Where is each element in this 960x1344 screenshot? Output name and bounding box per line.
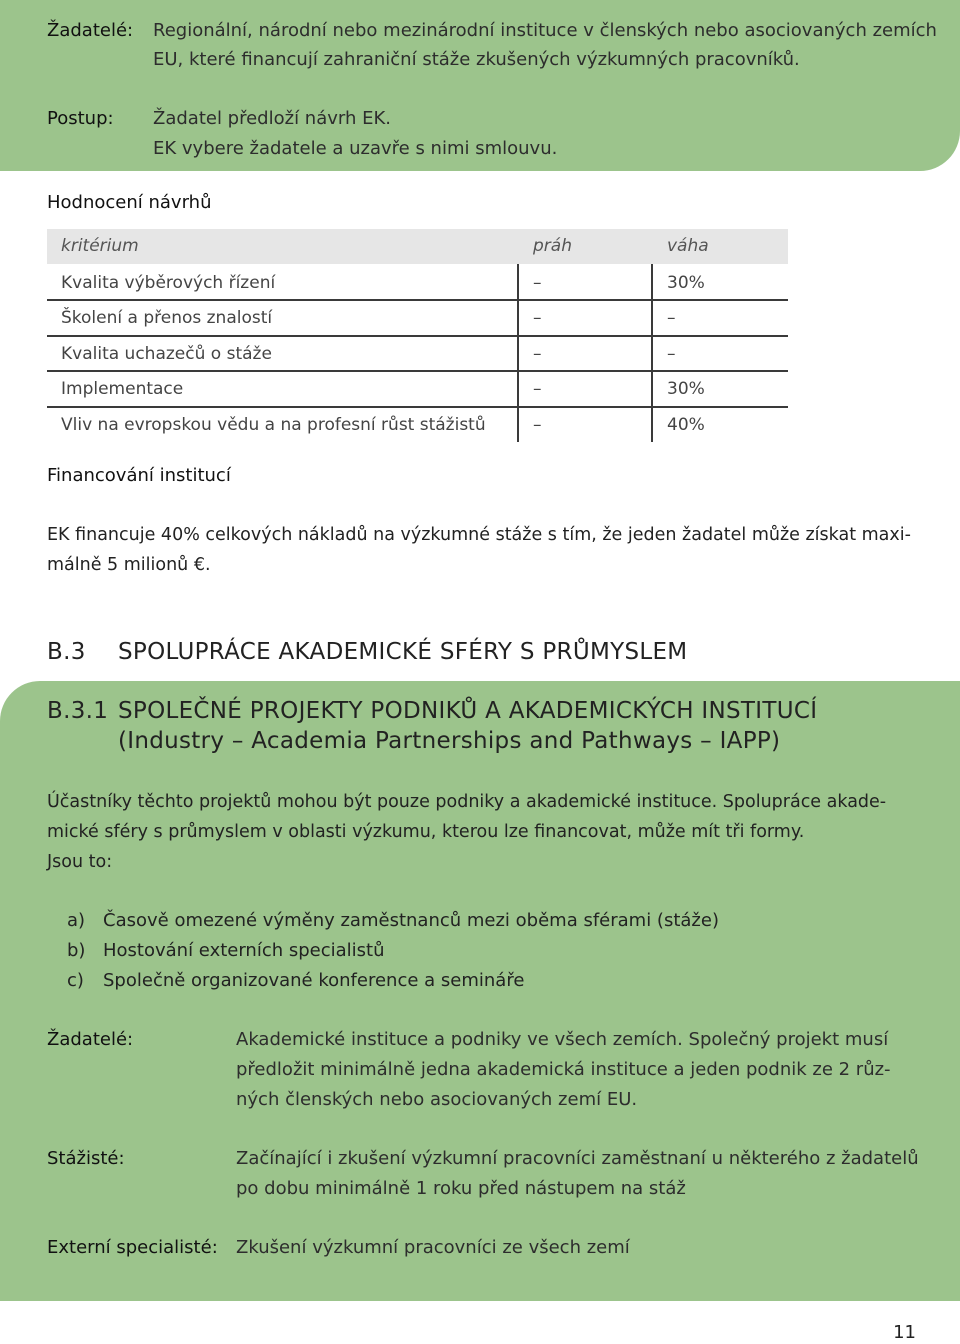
table-cell: Vliv na evropskou vědu a na profesní růst stážistů xyxy=(61,415,486,435)
list-item: Časově omezené výměny zaměstnanců mezi oběma sférami (stáže) xyxy=(103,910,719,931)
applicants-label-iapp: Žadatelé: xyxy=(47,1029,134,1050)
list-marker: c) xyxy=(67,970,84,991)
external-specialists-label: Externí specialisté: xyxy=(47,1237,218,1258)
table-cell: Implementace xyxy=(61,379,184,399)
procedure-line-1: Žadatel předloží návrh EK. xyxy=(153,108,391,129)
list-marker: b) xyxy=(67,940,86,961)
procedure-line-2: EK vybere žadatele a uzavře s nimi smlouvu. xyxy=(153,138,558,159)
applicants-label: Žadatelé: xyxy=(47,20,134,41)
trainees-line-2: po dobu minimálně 1 roku před nástupem na stáž xyxy=(236,1178,686,1199)
intro-line-3: Jsou to: xyxy=(47,852,113,872)
section-b3-number: B.3 xyxy=(47,639,86,665)
table-cell: 30% xyxy=(667,379,705,399)
trainees-label: Stážisté: xyxy=(47,1148,125,1169)
list-item: Hostování externích specialistů xyxy=(103,940,385,961)
table-cell: – xyxy=(533,379,542,399)
table-cell: – xyxy=(667,344,676,364)
section-b3-title: SPOLUPRÁCE AKADEMICKÉ SFÉRY S PRŮMYSLEM xyxy=(118,639,688,665)
table-divider xyxy=(517,264,519,442)
table-cell: – xyxy=(533,415,542,435)
applicants-iapp-line-1: Akademické instituce a podniky ve všech zemích. Společný projekt musí xyxy=(236,1029,889,1050)
list-item: Společně organizované konference a semináře xyxy=(103,970,525,991)
procedure-label: Postup: xyxy=(47,108,114,129)
external-specialists-text: Zkušení výzkumní pracovníci ze všech zemí xyxy=(236,1237,630,1258)
column-header-threshold: práh xyxy=(533,236,572,256)
table-cell: 30% xyxy=(667,273,705,293)
section-b31-title-line-2: (Industry – Academia Partnerships and Pathways – IAPP) xyxy=(118,728,781,754)
applicants-line-2: EU, které financují zahraniční stáže zkušených výzkumných pracovníků. xyxy=(153,49,800,70)
table-cell: 40% xyxy=(667,415,705,435)
funding-heading: Financování institucí xyxy=(47,465,231,486)
table-cell: – xyxy=(533,344,542,364)
section-b31-number: B.3.1 xyxy=(47,698,109,724)
table-cell: Kvalita uchazečů o stáže xyxy=(61,344,272,364)
page-number: 11 xyxy=(893,1322,916,1343)
applicants-line-1: Regionální, národní nebo mezinárodní instituce v členských nebo asociovaných zemích xyxy=(153,20,937,41)
intro-line-2: mické sféry s průmyslem v oblasti výzkumu, kterou lze financovat, může mít tři formy. xyxy=(47,822,805,842)
evaluation-heading: Hodnocení návrhů xyxy=(47,192,212,213)
table-cell: Kvalita výběrových řízení xyxy=(61,273,276,293)
list-marker: a) xyxy=(67,910,86,931)
column-header-weight: váha xyxy=(667,236,709,256)
table-cell: – xyxy=(667,308,676,328)
applicants-iapp-line-3: ných členských nebo asociovaných zemí EU. xyxy=(236,1089,638,1110)
table-cell: Školení a přenos znalostí xyxy=(61,308,273,328)
applicants-iapp-line-2: předložit minimálně jedna akademická instituce a jeden podnik ze 2 růz- xyxy=(236,1059,891,1080)
intro-line-1: Účastníky těchto projektů mohou být pouze podniky a akademické instituce. Spolupráce akade- xyxy=(47,792,887,812)
column-header-criterion: kritérium xyxy=(61,236,139,256)
table-cell: – xyxy=(533,273,542,293)
table-cell: – xyxy=(533,308,542,328)
funding-line-2: málně 5 milionů €. xyxy=(47,555,211,575)
funding-line-1: EK financuje 40% celkových nákladů na výzkumné stáže s tím, že jeden žadatel může získat maxi- xyxy=(47,525,911,545)
section-b31-title-line-1: SPOLEČNÉ PROJEKTY PODNIKŮ A AKADEMICKÝCH INSTITUCÍ xyxy=(118,698,818,724)
trainees-line-1: Začínající i zkušení výzkumní pracovníci zaměstnaní u některého z žadatelů xyxy=(236,1148,919,1169)
table-divider xyxy=(651,264,653,442)
